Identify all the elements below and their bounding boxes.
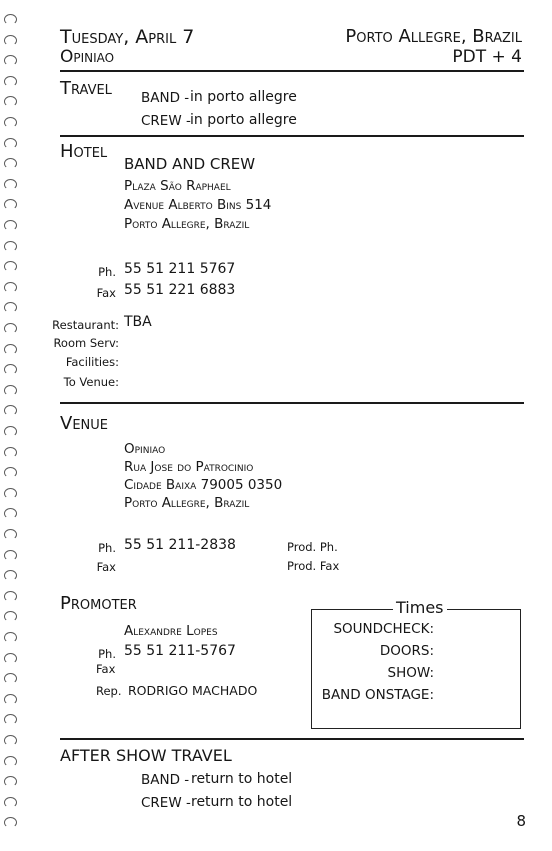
hotel-ph-label: Ph. [98, 265, 116, 279]
promoter-name: Alexandre Lopes [124, 623, 218, 639]
promoter-title: Promoter [60, 593, 137, 614]
promoter-rep: RODRIGO MACHADO [128, 683, 258, 698]
binding-ring [4, 776, 17, 787]
travel-band-value: in porto allegre [190, 89, 297, 105]
hotel-name: Plaza São Raphael [124, 178, 231, 194]
divider [60, 70, 524, 72]
binding-ring [4, 138, 17, 149]
binding-ring [4, 76, 17, 87]
hotel-for: BAND AND CREW [124, 155, 256, 173]
binding-ring [4, 385, 17, 396]
prod-ph-label: Prod. Ph. [287, 540, 338, 554]
travel-title: Travel [60, 78, 112, 99]
room-serv-label: Room Serv: [53, 336, 119, 350]
binding-ring [4, 447, 17, 458]
binding-ring [4, 611, 17, 622]
page-number: 8 [516, 812, 526, 830]
binding-ring [4, 364, 17, 375]
binding-ring [4, 426, 17, 437]
restaurant-value: TBA [124, 314, 152, 330]
divider [60, 402, 524, 404]
divider [60, 738, 524, 740]
binding-ring [4, 14, 17, 25]
binding-ring [4, 35, 17, 46]
hotel-street: Avenue Alberto Bins 514 [124, 197, 272, 213]
hotel-city: Porto Allegre, Brazil [124, 216, 250, 232]
date-heading: Tuesday, April 7 [60, 26, 195, 48]
binding-ring [4, 550, 17, 561]
binding-ring [4, 632, 17, 643]
venue-ph-label: Ph. [98, 541, 116, 555]
restaurant-label: Restaurant: [52, 318, 119, 332]
binding-ring [4, 179, 17, 190]
spiral-binding [4, 14, 20, 844]
after-show-crew-label: CREW - [141, 795, 191, 811]
band-onstage-label: BAND ONSTAGE: [321, 687, 434, 703]
venue-street: Rua Jose do Patrocinio [124, 459, 254, 475]
promoter-rep-label: Rep. [96, 684, 122, 698]
show-label: SHOW: [387, 665, 434, 681]
travel-crew-value: in porto allegre [190, 112, 297, 128]
binding-ring [4, 508, 17, 519]
hotel-fax-label: Fax [96, 286, 116, 300]
venue-name: Opiniao [124, 441, 166, 457]
travel-crew-label: CREW - [141, 113, 191, 129]
divider [60, 135, 524, 137]
doors-label: DOORS: [379, 643, 434, 659]
binding-ring [4, 220, 17, 231]
prod-fax-label: Prod. Fax [287, 559, 340, 573]
binding-ring [4, 817, 17, 828]
binding-ring [4, 735, 17, 746]
binding-ring [4, 96, 17, 107]
binding-ring [4, 241, 17, 252]
binding-ring [4, 756, 17, 767]
timezone-heading: PDT + 4 [452, 47, 522, 67]
binding-ring [4, 653, 17, 664]
after-show-title: AFTER SHOW TRAVEL [60, 746, 232, 765]
binding-ring [4, 673, 17, 684]
facilities-label: Facilities: [65, 355, 119, 369]
binding-ring [4, 158, 17, 169]
binding-ring [4, 797, 17, 808]
binding-ring [4, 694, 17, 705]
binding-ring [4, 714, 17, 725]
after-show-band-label: BAND - [141, 772, 190, 788]
times-title: Times [393, 598, 447, 617]
binding-ring [4, 344, 17, 355]
binding-ring [4, 323, 17, 334]
binding-ring [4, 55, 17, 66]
venue-ph: 55 51 211-2838 [124, 537, 236, 553]
venue-city: Porto Allegre, Brazil [124, 495, 250, 511]
venue-district: Cidade Baixa 79005 0350 [124, 477, 283, 493]
location-heading: Porto Allegre, Brazil [345, 26, 522, 47]
binding-ring [4, 570, 17, 581]
after-show-crew-value: return to hotel [191, 794, 293, 810]
promoter-fax-label: Fax [96, 662, 116, 676]
hotel-fax: 55 51 221 6883 [124, 282, 236, 298]
binding-ring [4, 405, 17, 416]
venue-short-heading: Opiniao [60, 47, 115, 67]
venue-fax-label: Fax [96, 560, 116, 574]
promoter-ph-label: Ph. [98, 647, 116, 661]
binding-ring [4, 591, 17, 602]
to-venue-label: To Venue: [63, 375, 119, 389]
binding-ring [4, 117, 17, 128]
binding-ring [4, 302, 17, 313]
after-show-band-value: return to hotel [191, 771, 293, 787]
binding-ring [4, 467, 17, 478]
binding-ring [4, 282, 17, 293]
binding-ring [4, 199, 17, 210]
hotel-title: Hotel [60, 141, 108, 162]
promoter-ph: 55 51 211-5767 [124, 643, 236, 659]
binding-ring [4, 529, 17, 540]
venue-title: Venue [60, 413, 108, 434]
binding-ring [4, 261, 17, 272]
binding-ring [4, 488, 17, 499]
hotel-ph: 55 51 211 5767 [124, 261, 236, 277]
soundcheck-label: SOUNDCHECK: [333, 621, 434, 637]
travel-band-label: BAND - [141, 90, 190, 106]
